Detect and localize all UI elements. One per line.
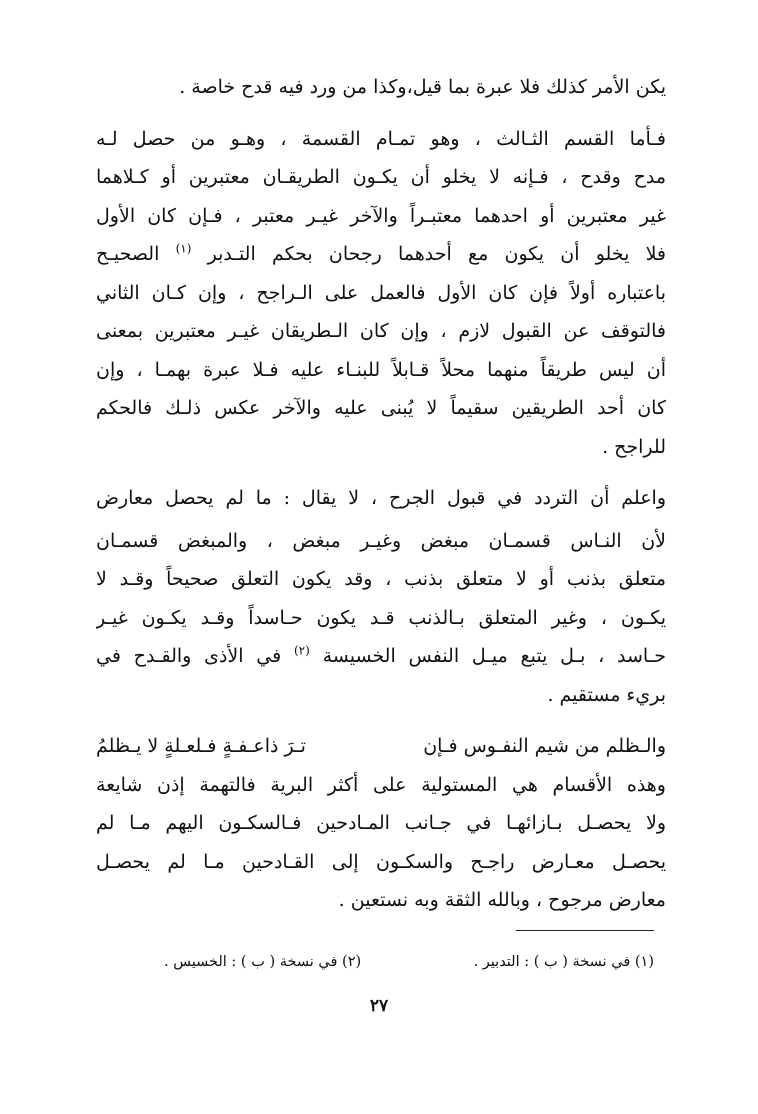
text-line: كان أحد الطريقين سقيماً لا يُبنى عليه والآخر عكس ذلـك فالحكم xyxy=(96,397,666,419)
text-line: باعتباره أولاً فإن كان الأول فالعمل على الـراجح ، وإن كـان الثاني xyxy=(96,281,666,304)
text-segment: فلا يخلو أن يكون مع أحدهما رجحان بحكم التـدبر xyxy=(207,243,666,265)
page-body xyxy=(96,68,666,920)
text-line: غير معتبرين أو احدهما معتبـراً والآخر غيـر معتبر ، فـإن كان الأول xyxy=(96,204,666,227)
text-line: لأن النـاس قسمـان مبغض وغيـر مبغض ، والمبغض قسمـان xyxy=(96,529,666,552)
text-line: فـأما القسم الثـالث ، وهو تمـام القسمة ، وهـو من حصل لـه xyxy=(96,127,666,150)
text-line: معارض مرجوح ، وبالله الثقة وبه نستعين . xyxy=(338,889,666,911)
text-line: واعلم أن التردد في قبول الجرح ، لا يقال : ما لم يحصل معارض xyxy=(96,487,666,509)
text-line: يحصـل معـارض راجـح والسكـون إلى القـادحين مـا لم يحصـل xyxy=(96,850,666,873)
footnotes xyxy=(164,950,654,974)
page-number: ٢٧ xyxy=(369,996,389,1016)
text-line: يكن الأمر كذلك فلا عبرة بما قيل،وكذا من ورد فيه قدح خاصة . xyxy=(179,76,666,98)
verse-hemistich-left: تـرَ ذاعـفـةٍ فـلعـلةٍ لا يـظلمُ xyxy=(96,735,306,757)
footnote-divider xyxy=(516,930,654,931)
footnote-1: (١) في نسخة ( ب ) : التدبير . xyxy=(473,954,654,970)
text-segment: حـاسد ، بـل يتبع ميـل النفس الخسيسة xyxy=(322,645,666,667)
text-line: للراجح . xyxy=(602,435,666,458)
text-segment: الصحيـح xyxy=(96,243,160,265)
text-line: متعلق بذنب أو لا متعلق بذنب ، وقد يكون التعلق صحيحاً وقـد لا xyxy=(96,568,666,590)
text-line: فالتوقف عن القبول لازم ، وإن كان الـطريقان غيـر معتبرين بمعنى xyxy=(96,320,666,342)
text-line: ولا يحصـل بـازائهـا في جـانب المـادحين فـالسكـون اليهم مـا لم xyxy=(96,812,666,834)
text-line: بريء مستقيم . xyxy=(547,683,666,706)
text-line: يكـون ، وغير المتعلق بـالذنب قـد يكون حـاسداً وقـد يكـون غيـر xyxy=(96,606,666,629)
text-line: وهذه الأقسام هي المستولية على أكثر البرية فالتهمة إذن شايعة xyxy=(96,773,666,796)
text-segment: في الأذى والقـدح في xyxy=(96,645,282,667)
footnote-ref-2: (٢) xyxy=(293,643,310,658)
text-line-with-footnote xyxy=(96,235,666,274)
poetry-verse xyxy=(96,727,666,766)
text-line: مدح وقدح ، فـإنه لا يخلو أن يكـون الطريقـان معتبرين أو كـلاهما xyxy=(96,166,666,188)
footnote-ref-1: (١) xyxy=(175,241,192,256)
text-line: أن ليس طريقاً منهما محلاً قـابلاً للبنـاء عليه فـلا عبرة بهمـا ، وإن xyxy=(96,358,666,381)
text-line-with-footnote xyxy=(96,637,666,676)
footnote-2: (٢) في نسخة ( ب ) : الخسيس . xyxy=(164,954,362,970)
verse-hemistich-right: والـظلم من شيم النفـوس فـإن xyxy=(423,735,666,757)
